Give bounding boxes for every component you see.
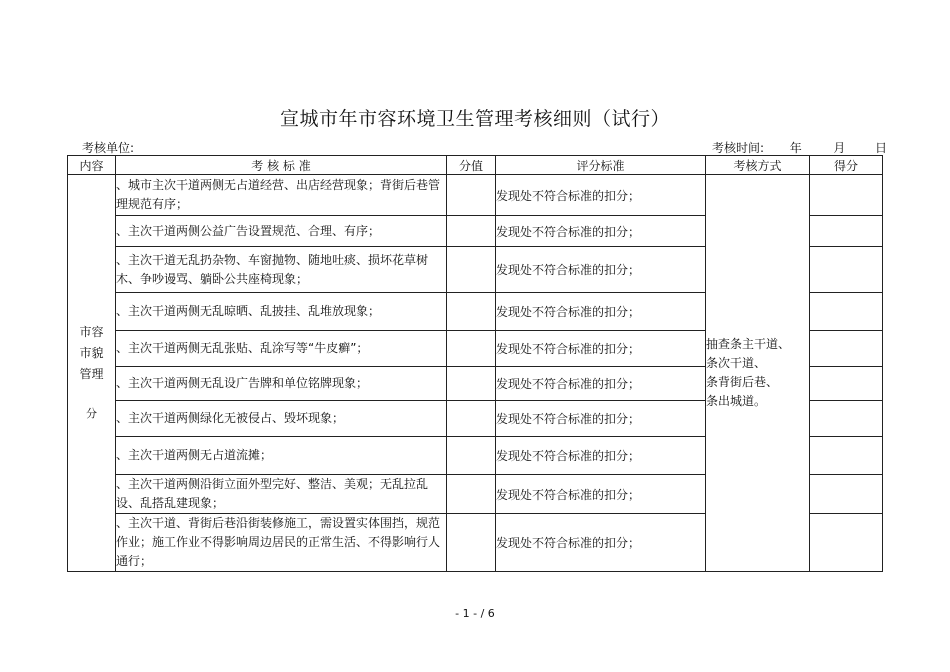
score-cell: [810, 401, 883, 437]
points-cell: [447, 514, 496, 572]
header-standard: 考 核 标 准: [116, 156, 447, 175]
points-cell: [447, 293, 496, 331]
points-cell: [447, 331, 496, 367]
points-cell: [447, 216, 496, 247]
score-cell: [810, 514, 883, 572]
scoring-cell: 发现处不符合标准的扣分；: [496, 514, 706, 572]
method-cell: [706, 175, 810, 572]
score-cell: [810, 367, 883, 401]
score-cell: [810, 293, 883, 331]
header-score: 得分: [810, 156, 883, 175]
score-cell: [810, 216, 883, 247]
header-method: 考核方式: [706, 156, 810, 175]
method-line: 条背街后巷、: [706, 375, 779, 389]
points-cell: [447, 437, 496, 475]
standard-cell: 、主次干道两侧无乱晾晒、乱披挂、乱堆放现象；: [116, 293, 447, 331]
scoring-cell: 发现处不符合标准的扣分；: [496, 247, 706, 293]
header-points: 分值: [447, 156, 496, 175]
standard-cell: 、主次干道无乱扔杂物、车窗抛物、随地吐痰、损坏花草树木、争吵谩骂、躺卧公共座椅现象；: [116, 247, 447, 293]
score-cell: [810, 437, 883, 475]
standard-cell: 、主次干道两侧无乱设广告牌和单位铭牌现象；: [116, 367, 447, 401]
content-category-line: 市容: [79, 325, 104, 339]
year-label: 年: [789, 141, 802, 155]
points-cell: [447, 401, 496, 437]
day-label: 日: [875, 141, 888, 155]
scoring-cell: 发现处不符合标准的扣分；: [496, 367, 706, 401]
scoring-cell: 发现处不符合标准的扣分；: [496, 293, 706, 331]
header-content: 内容: [68, 156, 116, 175]
standard-cell: 、主次干道两侧公益广告设置规范、合理、有序；: [116, 216, 447, 247]
points-cell: [447, 247, 496, 293]
method-line: 抽查条主干道、: [706, 337, 791, 351]
page-number: - 1 - / 6: [455, 607, 495, 620]
standard-cell: 、城市主次干道两侧无占道经营、出店经营现象；背街后巷管理规范有序；: [116, 175, 447, 216]
standard-cell: 、主次干道两侧无占道流摊；: [116, 437, 447, 475]
scoring-cell: 发现处不符合标准的扣分；: [496, 331, 706, 367]
scoring-cell: 发现处不符合标准的扣分；: [496, 216, 706, 247]
content-category-line: 市貌: [79, 346, 104, 360]
score-cell: [810, 175, 883, 216]
month-label: 月: [833, 141, 846, 155]
score-cell: [810, 247, 883, 293]
header-scoring: 评分标准: [496, 156, 706, 175]
score-cell: [810, 331, 883, 367]
scoring-cell: 发现处不符合标准的扣分；: [496, 175, 706, 216]
scoring-cell: 发现处不符合标准的扣分；: [496, 475, 706, 514]
points-cell: [447, 475, 496, 514]
standard-cell: 、主次干道两侧沿街立面外型完好、整洁、美观；无乱拉乱设、乱搭乱建现象；: [116, 475, 447, 514]
assessment-unit-label: 考核单位:: [82, 141, 135, 155]
table-row: [68, 175, 883, 216]
scoring-cell: 发现处不符合标准的扣分；: [496, 437, 706, 475]
assessment-table: [67, 155, 883, 572]
content-category-line: 管理: [79, 367, 104, 381]
standard-cell: 、主次干道、背街后巷沿街装修施工，需设置实体围挡，规范作业；施工作业不得影响周边居民的正常生活、不得影响行人通行；: [116, 514, 447, 572]
score-cell: [810, 475, 883, 514]
assessment-time-label: 考核时间:: [712, 141, 765, 155]
content-category-points-suffix: 分: [86, 407, 97, 420]
standard-cell: 、主次干道两侧无乱张贴、乱涂写等“牛皮癣”；: [116, 331, 447, 367]
scoring-cell: 发现处不符合标准的扣分；: [496, 401, 706, 437]
standard-cell: 、主次干道两侧绿化无被侵占、毁坏现象；: [116, 401, 447, 437]
method-line: 条次干道、: [706, 356, 767, 370]
content-category-cell: [68, 175, 116, 572]
points-cell: [447, 367, 496, 401]
document-title: 宣城市年市容环境卫生管理考核细则（试行）: [279, 108, 670, 130]
assessment-time: [712, 139, 887, 156]
method-line: 条出城道。: [706, 394, 767, 408]
points-cell: [447, 175, 496, 216]
table-header-row: [68, 156, 883, 175]
